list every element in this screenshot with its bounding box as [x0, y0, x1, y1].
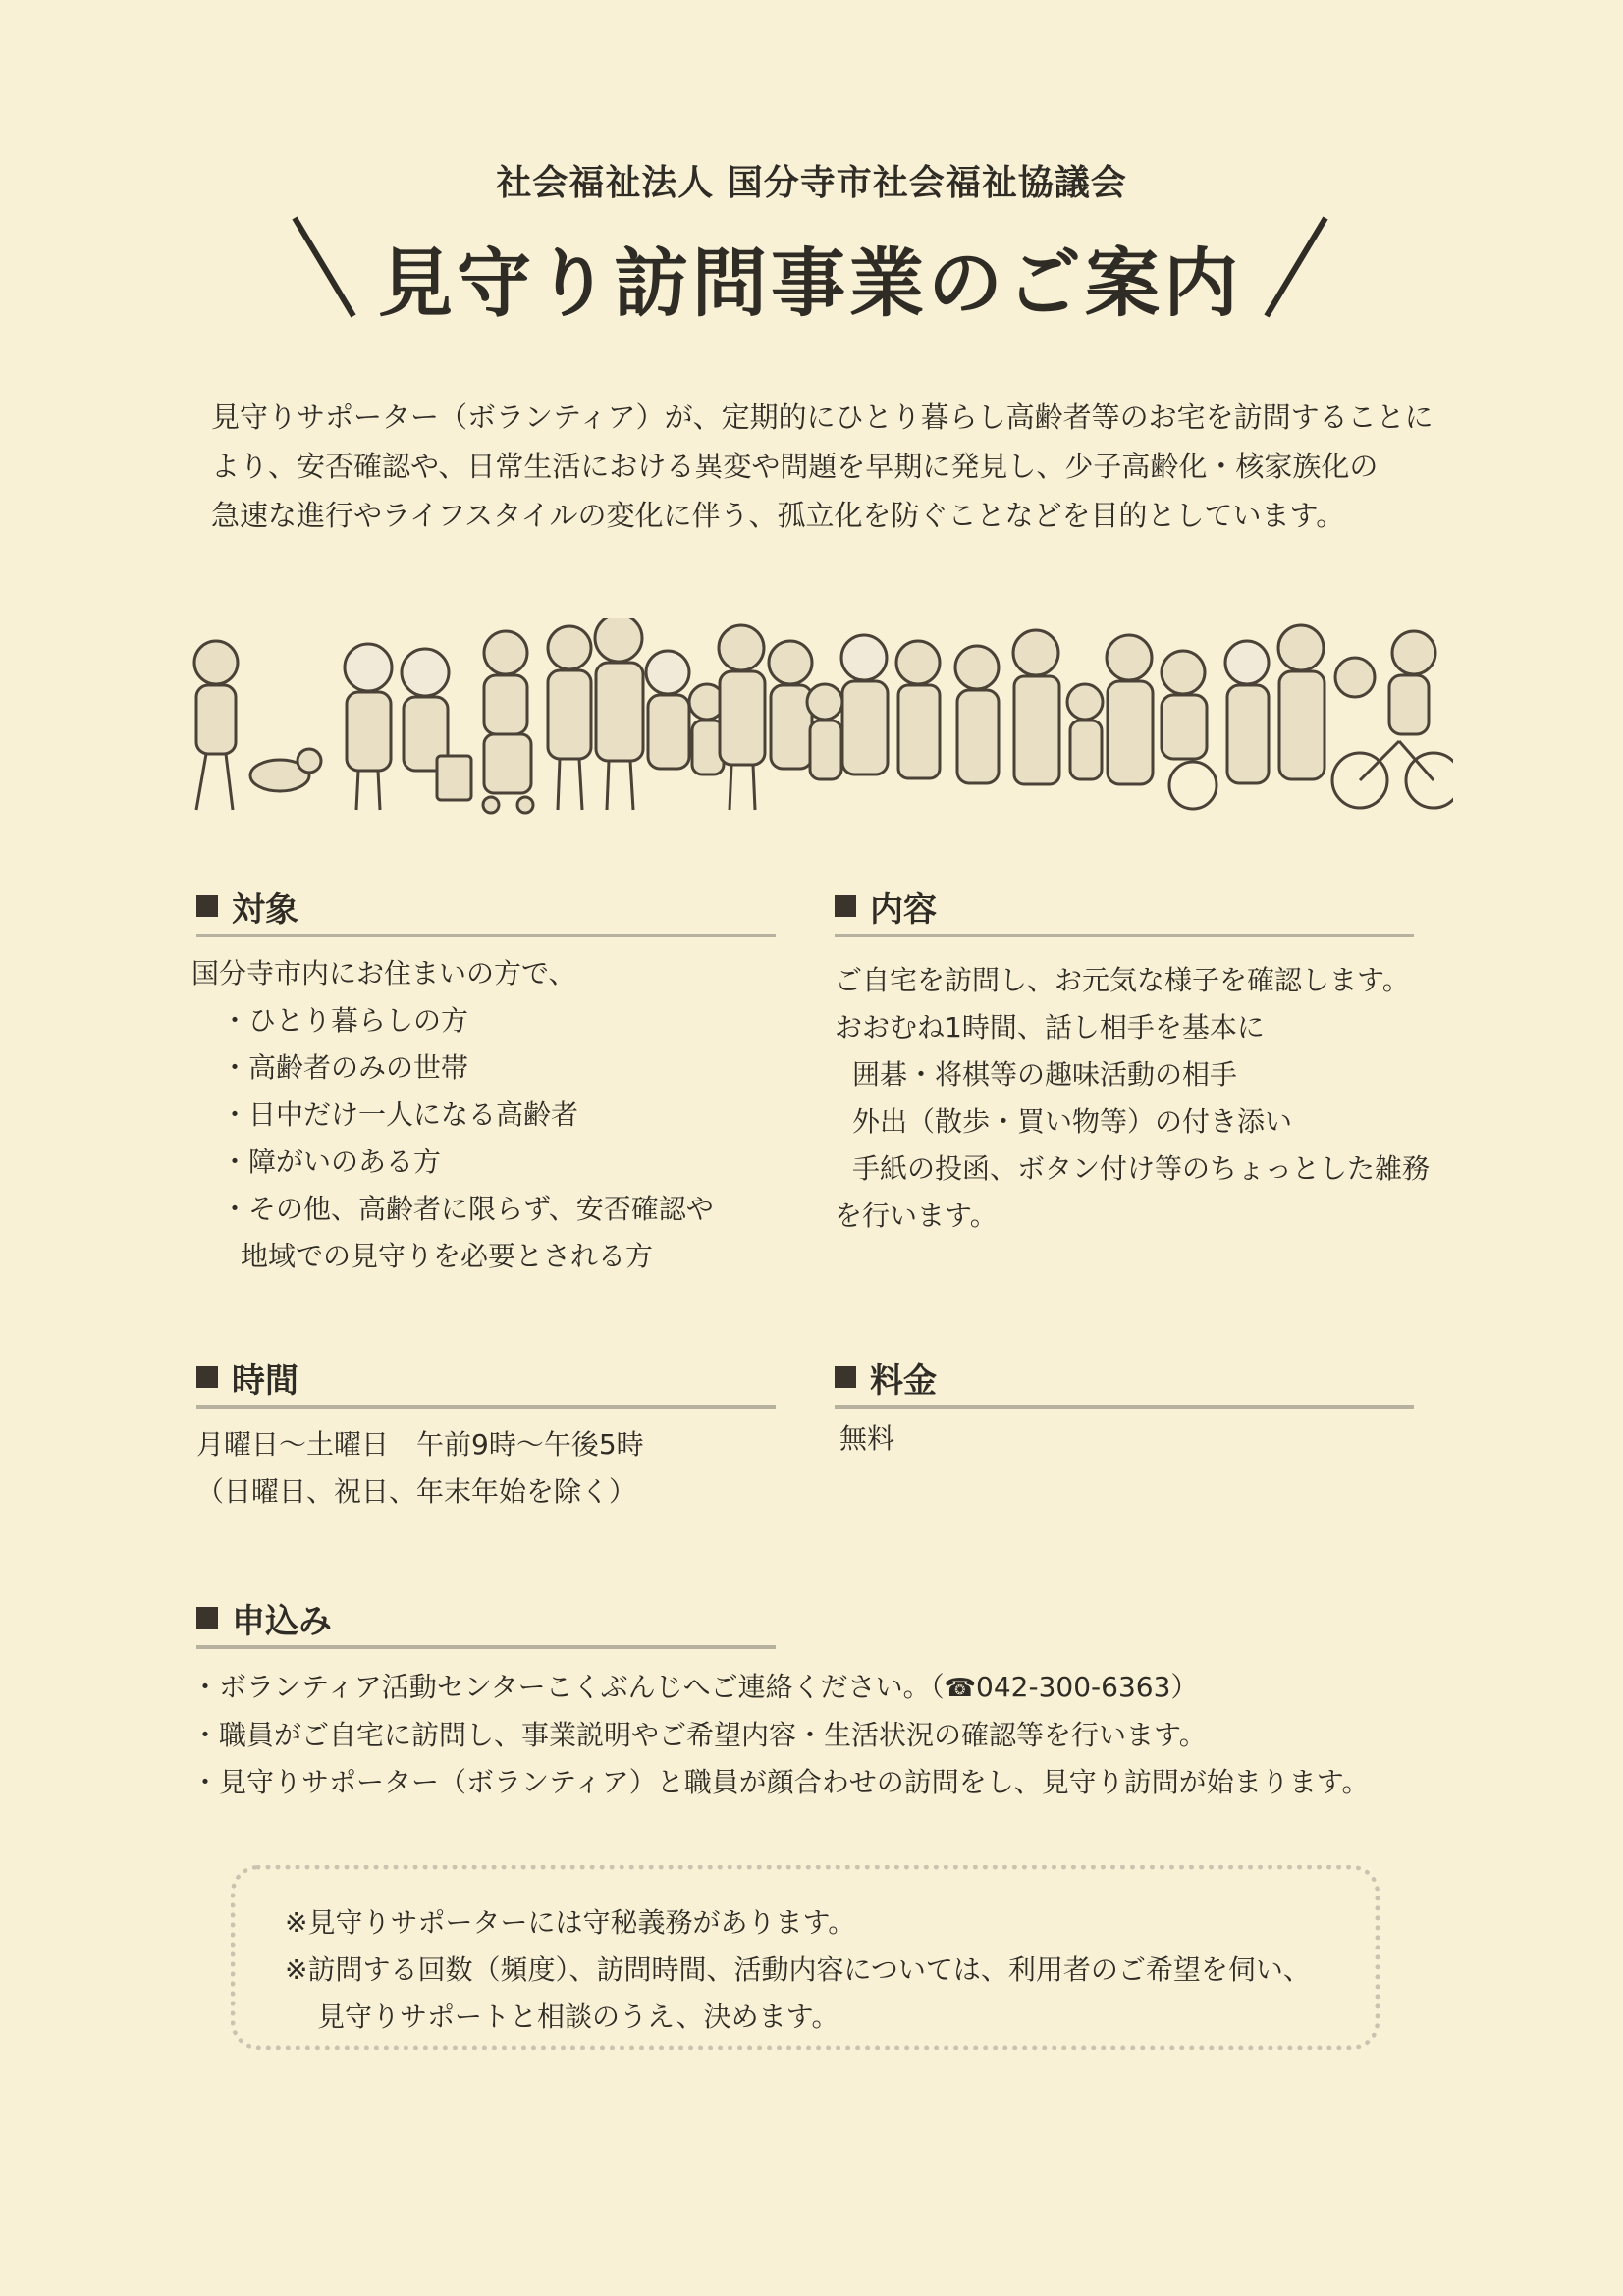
phone-number[interactable]: 042-300-6363 [976, 1671, 1171, 1703]
target-item: ・日中だけ一人になる高齢者 [221, 1098, 579, 1131]
section-square-icon [835, 1366, 856, 1388]
apply-section-body [191, 1664, 1370, 1806]
target-lead: 国分寺市内にお住まいの方で、 [191, 957, 576, 989]
target-section-heading [196, 879, 776, 937]
target-item: ・その他、高齢者に限らず、安否確認や [221, 1193, 714, 1225]
content-line: おおむね1時間、話し相手を基本に [835, 1011, 1265, 1043]
fee-section-heading [835, 1350, 1414, 1409]
content-closing: を行います。 [835, 1200, 998, 1232]
content-item: 手紙の投函、ボタン付け等のちょっとした雑務 [852, 1152, 1431, 1185]
target-section-body [191, 950, 714, 1280]
intro-line: より、安否確認や、日常生活における異変や問題を早期に発見し、少子高齢化・核家族化の [211, 450, 1379, 483]
notice-box [231, 1865, 1380, 2050]
community-people-illustration [172, 618, 1453, 825]
heading-label: 料金 [870, 1361, 937, 1401]
apply-line: ・職員がご自宅に訪問し、事業説明やご希望内容・生活状況の確認等を行います。 [191, 1719, 1207, 1751]
organization-name: 社会福祉法人 国分寺市社会福祉協議会 [496, 163, 1127, 203]
content-line: ご自宅を訪問し、お元気な様子を確認します。 [835, 964, 1410, 996]
time-line: （日曜日、祝日、年末年始を除く） [196, 1475, 637, 1508]
notice-line: ※訪問する回数（頻度）、訪問時間、活動内容については、利用者のご希望を伺い、 [285, 1953, 1311, 1986]
time-section-heading [196, 1350, 776, 1409]
target-item: ・高齢者のみの世帯 [221, 1051, 469, 1084]
target-item: ・障がいのある方 [221, 1146, 442, 1178]
notice-line: ※見守りサポーターには守秘義務があります。 [285, 1906, 856, 1939]
section-square-icon [196, 895, 218, 917]
apply-section-heading [196, 1590, 776, 1649]
heading-label: 申込み [232, 1601, 332, 1641]
target-item-continuation: 地域での見守りを必要とされる方 [241, 1240, 654, 1272]
page-title: 見守り訪問事業のご案内 [378, 240, 1242, 327]
time-line: 月曜日～土曜日 午前9時～午後5時 [196, 1428, 644, 1461]
heading-label: 内容 [870, 889, 937, 930]
section-square-icon [835, 895, 856, 917]
fee-value: 無料 [839, 1422, 895, 1455]
heading-label: 対象 [232, 889, 298, 930]
time-section-body [196, 1421, 644, 1516]
intro-line: 見守りサポーター（ボランティア）が、定期的にひとり暮らし高齢者等のお宅を訪問することに [211, 400, 1434, 434]
phone-icon: ☎ [944, 1674, 977, 1703]
content-section-body [835, 957, 1430, 1240]
title-banner [275, 208, 1345, 336]
apply-line-suffix: ） [1170, 1671, 1199, 1703]
heading-label: 時間 [232, 1361, 298, 1401]
notice-text [285, 1899, 1311, 2041]
section-square-icon [196, 1366, 218, 1388]
title-right-slash-icon [1257, 208, 1345, 336]
intro-paragraph [211, 393, 1434, 540]
apply-line: ・見守りサポーター（ボランティア）と職員が顔合わせの訪問をし、見守り訪問が始まります。 [191, 1766, 1370, 1798]
content-item: 囲碁・将棋等の趣味活動の相手 [852, 1058, 1238, 1091]
apply-line [191, 1664, 1370, 1712]
section-square-icon [196, 1607, 218, 1629]
content-item: 外出（散歩・買い物等）の付き添い [852, 1105, 1293, 1138]
intro-line: 急速な進行やライフスタイルの変化に伴う、孤立化を防ぐことなどを目的としています。 [211, 499, 1345, 532]
target-item: ・ひとり暮らしの方 [221, 1004, 469, 1037]
notice-line: 見守りサポートと相談のうえ、決めます。 [317, 2001, 839, 2033]
apply-line-prefix: ・ボランティア活動センターこくぶんじへご連絡ください。（ [191, 1671, 945, 1703]
content-section-heading [835, 879, 1414, 937]
